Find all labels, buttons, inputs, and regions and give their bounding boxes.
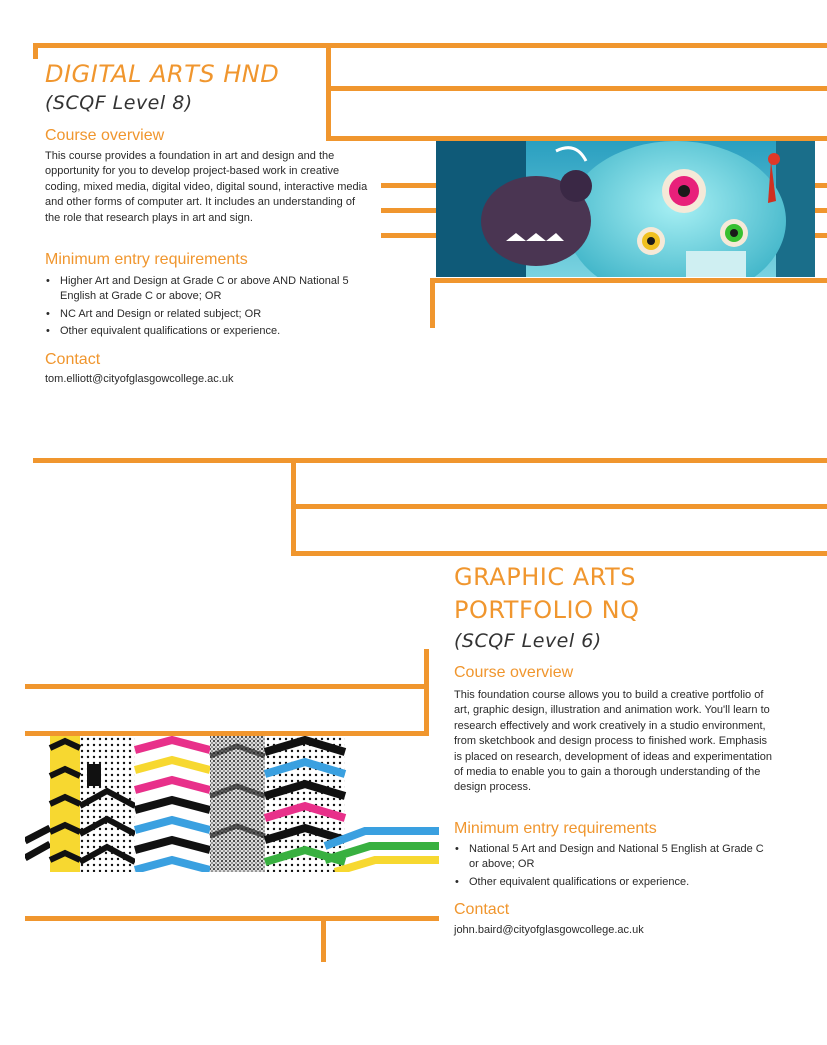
digital-overview-heading: Course overview [45,127,165,144]
graphic-overview-text: This foundation course allows you to build a creative portfolio of art, graphic design, illustration and animation work. You'll learn to research effectively and work creatively in a studio environment, from sketchbook and design process to finished work. Emphasis is placed on research, development of ideas and experimentation of media to enable you to gain a thorough understanding of the design process. [454,689,772,794]
graphic-requirements-heading: Minimum entry requirements [454,820,657,837]
graphic-arts-title-line2: PORTFOLIO NQ [454,596,640,624]
digital-contact-heading: Contact [45,351,101,368]
digital-requirements-heading: Minimum entry requirements [45,251,248,268]
graphic-arts-image [25,736,439,872]
list-item: • NC Art and Design or related subject; OR [45,307,375,322]
digital-arts-title: DIGITAL ARTS HND [45,60,280,88]
graphic-arts-title-line1: GRAPHIC ARTS [454,563,636,591]
graphic-contact-heading: Contact [454,901,510,918]
digital-arts-level: (SCQF Level 8) [45,92,193,114]
list-item: • National 5 Art and Design and National 5 English at Grade C or above; OR [454,842,774,873]
digital-arts-image [436,141,815,277]
graphic-overview-heading: Course overview [454,664,574,681]
list-item: • Higher Art and Design at Grade C or above AND National 5 English at Grade C or above; OR [45,274,375,305]
graphic-arts-level: (SCQF Level 6) [454,630,602,652]
graphic-requirements-list [454,842,774,892]
graphic-contact-email[interactable]: john.baird@cityofglasgowcollege.ac.uk [454,924,644,936]
digital-contact-email[interactable]: tom.elliott@cityofglasgowcollege.ac.uk [45,373,234,385]
digital-requirements-list [45,274,375,342]
list-item: • Other equivalent qualifications or experience. [45,324,375,339]
list-item: • Other equivalent qualifications or experience. [454,875,774,890]
digital-overview-text: This course provides a foundation in art and design and the opportunity for you to develop project-based work in creative coding, mixed media, digital video, digital sound, interactive media and other forms of computer art. It includes an understanding of the role that research plays in art and sign. [45,150,368,224]
